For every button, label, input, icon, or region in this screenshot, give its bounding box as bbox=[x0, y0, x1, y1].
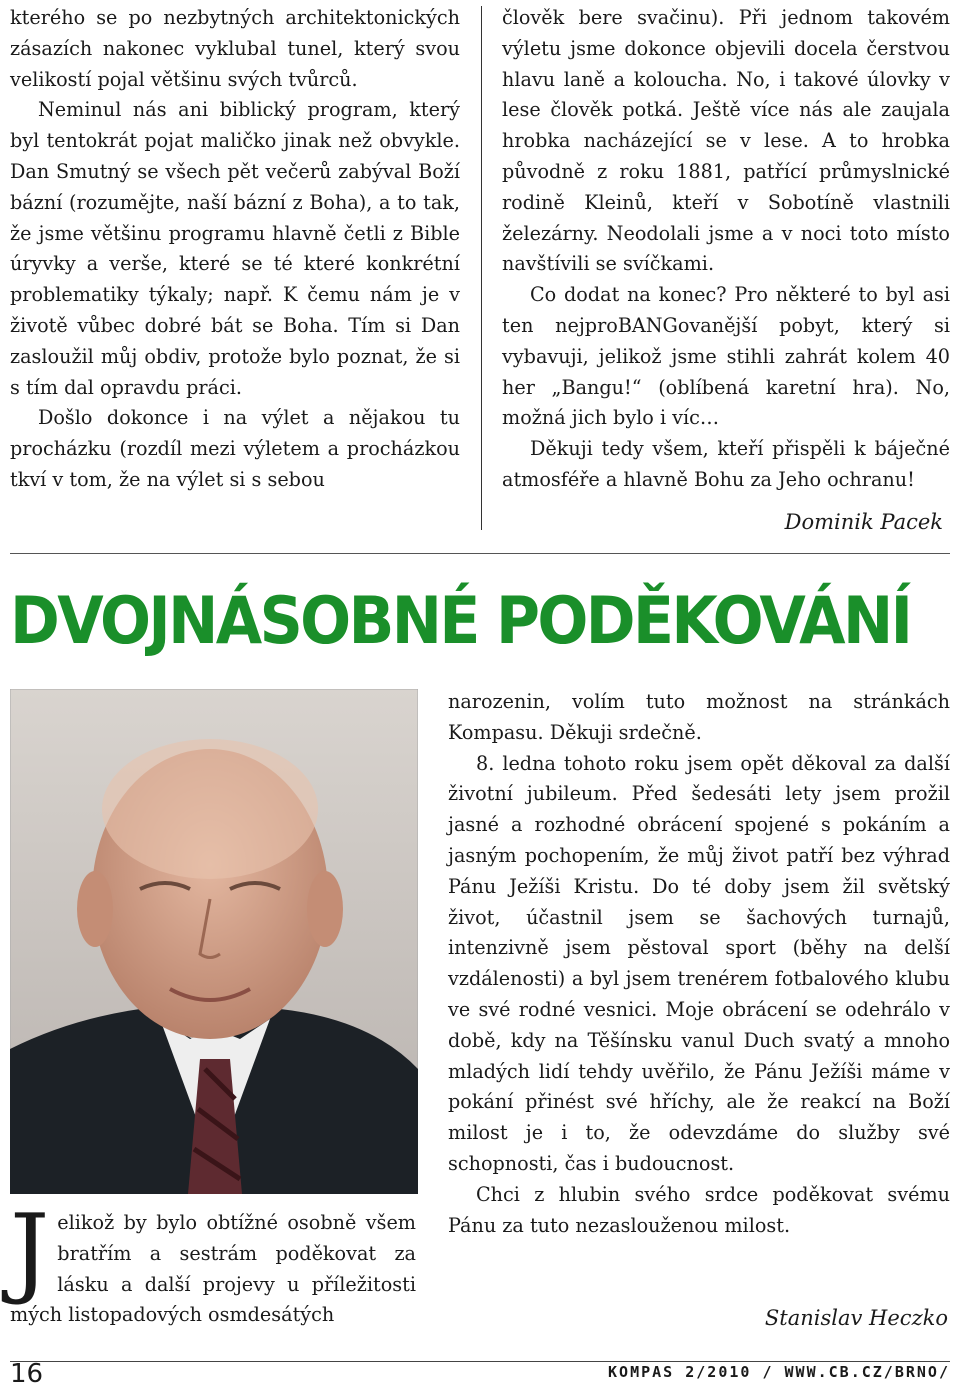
paragraph: Neminul nás ani biblický program, který byl tentokrát pojat maličko jinak než obvykle. Dan Smutný se všech pět večerů zabýval Boží bázní (rozumějte, naší bázní z Boha), a to tak, že jsme většinu programu hlavně četli z Bible úryvky a verše, které se té které konkrétní problematiky týkaly; např. K čemu nám je v životě vůbec dobré bát se Boha. Tím si Dan zasloužil můj obdiv, protože bylo poznat, že si s tím dal opravdu práci. bbox=[10, 98, 460, 399]
intro-text: elikož by bylo obtížné osobně všem bratřím a sestrám poděkovat za lásku a další projevy u příležitosti mých listopadových osmdesátých bbox=[10, 1211, 416, 1327]
paragraph: kterého se po nezbytných architektonických zásazích nakonec vyklubal tunel, který svou velikostí pojal většinu svých tvůrců. bbox=[10, 6, 460, 91]
paragraph: člověk bere svačinu). Při jednom takovém výletu jsme dokonce objevili docela čerstvou hlavu laně a kolouchа. No, i takové úlovky v lese člověk potká. Ještě více nás ale zaujala hrobka nacházející se v lese. A to hrobka původně z roku 1881, patřící průmyslnické rodině Kleinů, kteří v Sobotíně vlastnili železárny. Neodolali jsme a v noci toto místo navštívili se svíčkami. bbox=[502, 6, 950, 276]
publication-footer: KOMPAS 2/2010 / WWW.CB.CZ/BRNO/ bbox=[608, 1363, 950, 1381]
section-divider bbox=[10, 553, 950, 554]
article-two-column bbox=[448, 687, 950, 1241]
article-one-column-1 bbox=[10, 3, 460, 496]
portrait-photo bbox=[10, 689, 418, 1194]
paragraph: Děkuji tedy všem, kteří přispěli k báječné atmosféře a hlavně Bohu za Jeho ochranu! bbox=[502, 437, 950, 491]
paragraph: Co dodat na konec? Pro některé to byl asi ten nejproBANGovanější pobyt, který si vybavuji, jelikož jsme stihli zahrát kolem 40 her „Bangu!“ (oblíbená karetní hra). No, možná jich bylo i víc… bbox=[502, 283, 950, 430]
page-number: 16 bbox=[10, 1359, 44, 1389]
author-signature: Stanislav Heczko bbox=[764, 1306, 948, 1330]
author-signature: Dominik Pacek bbox=[784, 510, 943, 534]
drop-cap: J bbox=[10, 1194, 50, 1308]
paragraph: Došlo dokonce i na výlet a nějakou tu procházku (rozdíl mezi výletem a procházkou tkví v tom, že na výlet si s sebou bbox=[10, 406, 460, 491]
paragraph: 8. ledna tohoto roku jsem opět děkoval za další životní jubileum. Před šedesáti lety jsem prožil jasné a rozhodné obrácení spojené s pokáním a jasným pochopením, že můj život patří bez výhrad Pánu Ježíši Kristu. Do té doby jsem žil světský život, účastnil jsem se šachových turnajů, intenzivně jsem pěstoval sport (běhy na delší vzdálenosti) a byl jsem trenérem fotbalového klubu ve své rodné vesnici. Moje obrácení se odehrálo v době, kdy na Těšínsku vanul Duch svatý a mnoho mladých lidí tehdy uvěřilo, že Pánu Ježíši máme v pokání přinést své hříchy, ale že reakcí na Boží milost je i to, že odevzdáme do služby své schopnosti, čas i budoucnost. bbox=[448, 751, 950, 1175]
column-divider bbox=[481, 6, 482, 530]
article-two-intro bbox=[10, 1194, 416, 1331]
article-one-column-2 bbox=[502, 3, 950, 496]
article-headline: DVOJNÁSOBNÉ PODĚKOVÁNÍ bbox=[10, 583, 911, 659]
paragraph: Chci z hlubin svého srdce poděkovat svému Pánu za tuto nezaslouženou milost. bbox=[448, 1182, 950, 1237]
footer-divider bbox=[10, 1361, 950, 1362]
paragraph: narozenin, volím tuto možnost na stránkách Kompasu. Děkuji srdečně. bbox=[448, 690, 950, 744]
